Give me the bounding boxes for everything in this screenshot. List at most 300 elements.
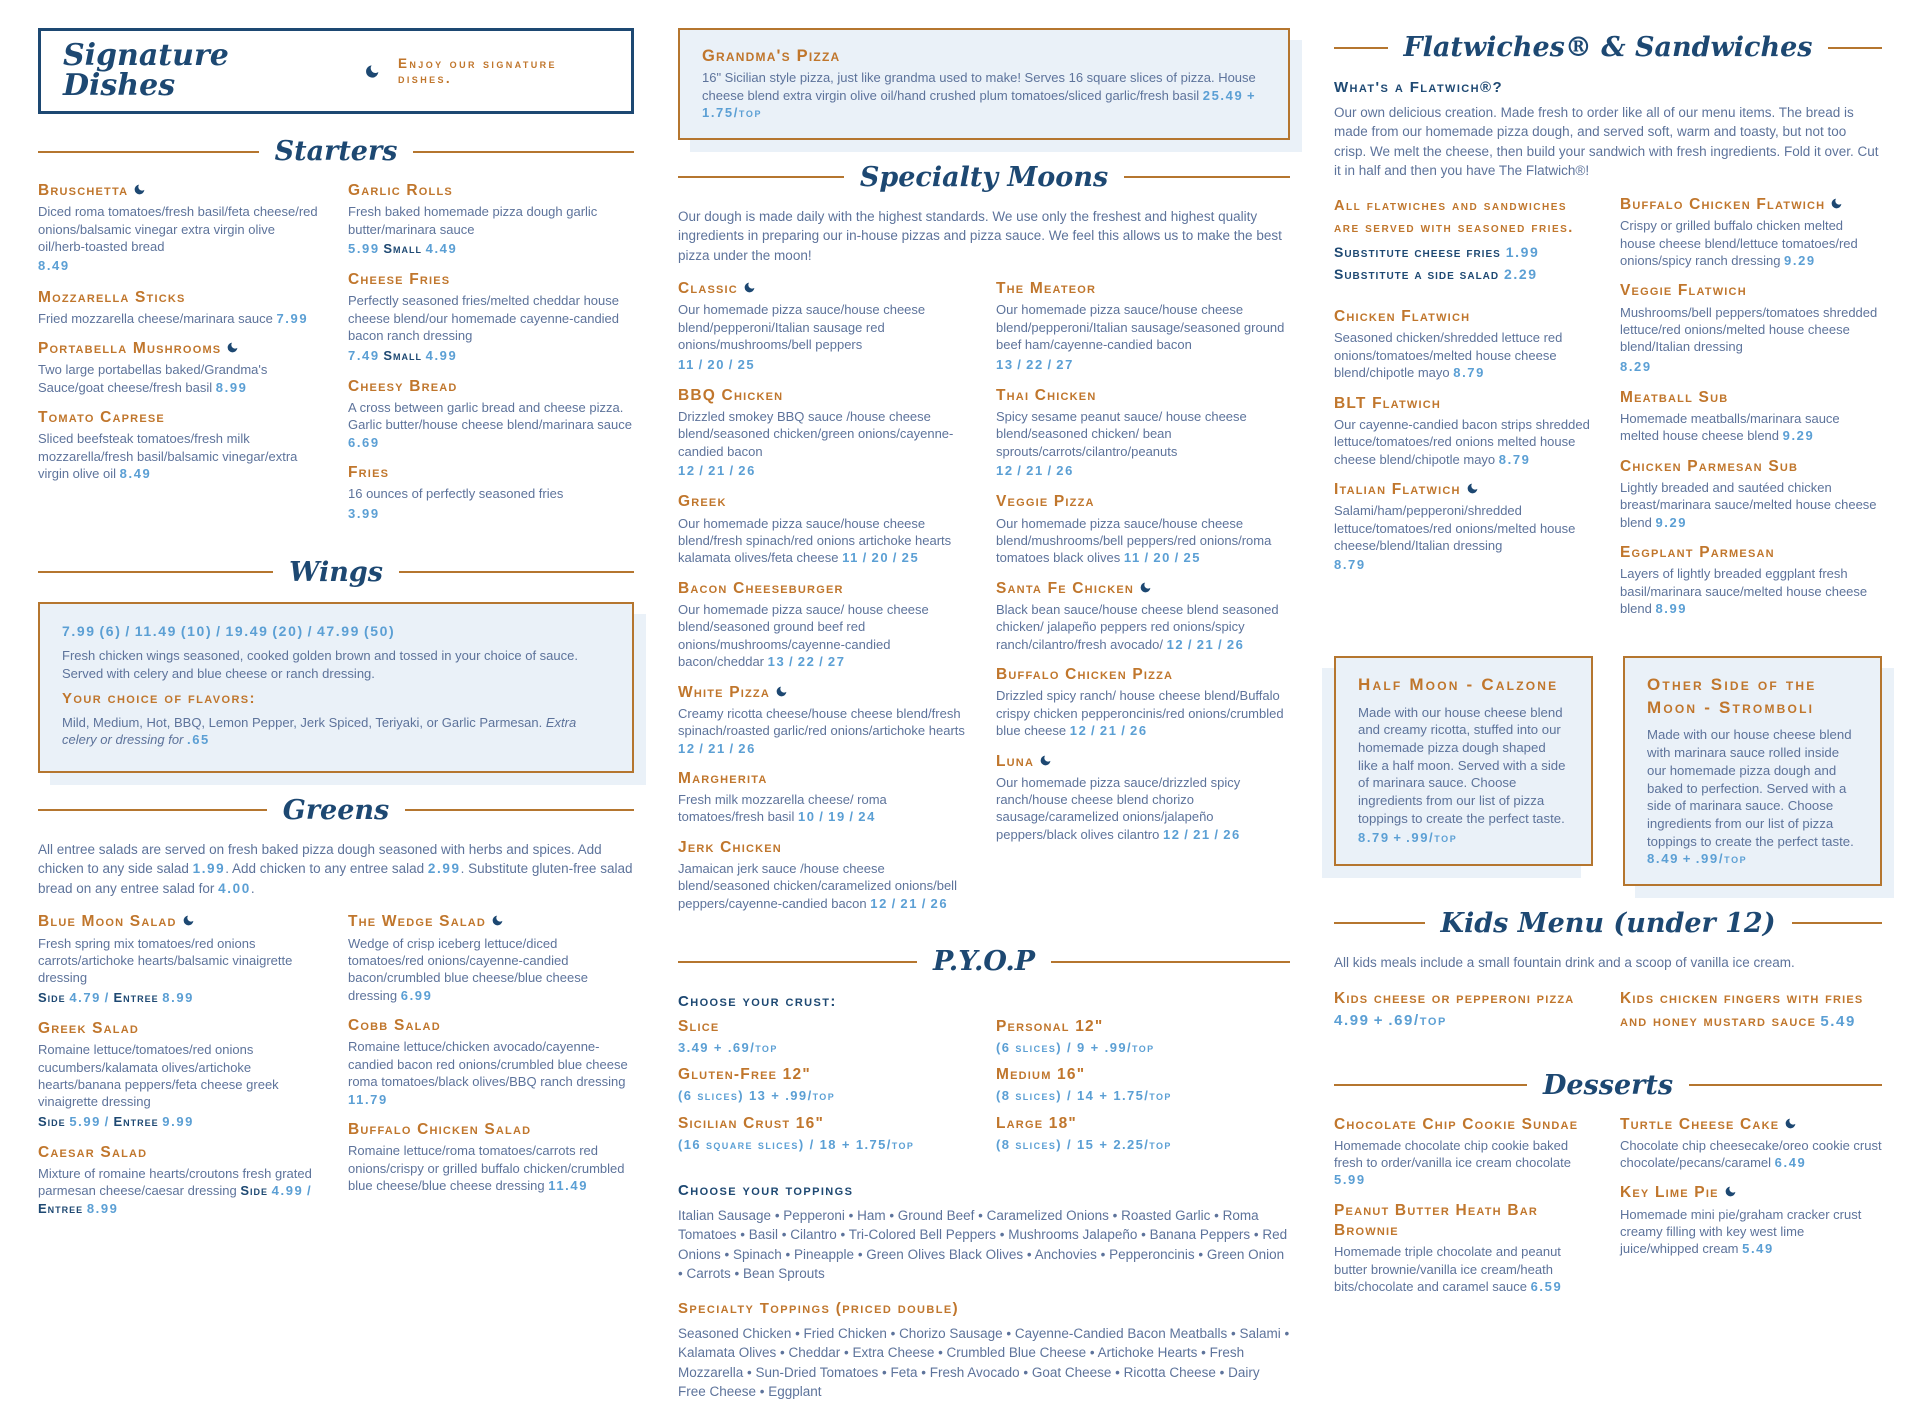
menu-item — [1334, 480, 1596, 575]
menu-item — [678, 683, 972, 757]
menu-item-name — [996, 1017, 1290, 1037]
flatwich-column-a — [1334, 195, 1596, 587]
menu-item-description: 16" Sicilian style pizza, just like grandma used to make! Serves 16 square slices of pizza. House cheese blend extra virgin olive oil/hand crushed plum tomatoes/sliced garlic/fresh basil 25.49 + 1.75/top — [702, 70, 1257, 121]
menu-item — [38, 339, 324, 396]
pyop-crust-columns — [678, 1017, 1290, 1162]
section-title: Specialty Moons — [859, 161, 1109, 193]
specialty-column-b — [996, 279, 1290, 855]
section-header-pyop — [678, 946, 1290, 978]
menu-item-description: Layers of lightly breaded eggplant fresh basil/marinara sauce/melted house cheese blend 8.99 — [1620, 566, 1868, 617]
right-column — [1334, 28, 1882, 1416]
item-price: (8 slices) / 15 + 2.25/top — [996, 1136, 1172, 1152]
menu-item-name — [996, 579, 1290, 599]
menu-item-name — [678, 492, 972, 512]
crescent-moon-icon — [364, 63, 380, 80]
menu-item-title: Cheese Fries — [348, 271, 451, 289]
menu-item-title: Jerk Chicken — [678, 838, 782, 856]
crescent-moon-icon — [133, 183, 146, 196]
menu-item-title: Caesar Salad — [38, 1143, 148, 1161]
menu-item-name — [678, 1017, 972, 1037]
menu-item — [996, 386, 1290, 481]
crescent-moon-icon — [775, 685, 788, 698]
menu-item-title: Personal 12" — [996, 1017, 1104, 1035]
stromboli-title: Other Side of the Moon - Stromboli — [1647, 674, 1817, 717]
menu-item-title: Gluten-Free 12" — [678, 1066, 811, 1084]
section-title: Kids Menu (under 12) — [1440, 907, 1776, 939]
menu-item-description: Seasoned chicken/shredded lettuce red onions/tomatoes/melted house cheese blend/chipotle mayo 8.79 — [1334, 330, 1563, 381]
kids-menu-items — [1334, 987, 1882, 1048]
item-price: (6 slices) / 9 + .99/top — [996, 1040, 1155, 1056]
stromboli-description: Made with our house cheese blend with marinara sauce rolled inside our homemade pizza dough and baked to perfection. Served with a side of marinara sauce. Choose ingredients from our list of pizza toppings to create the perfect taste. 8.49 + .99/top — [1647, 727, 1854, 867]
menu-item-title: Bacon Cheeseburger — [678, 579, 844, 597]
menu-item-title: Medium 16" — [996, 1066, 1086, 1084]
menu-item-name — [38, 1019, 324, 1039]
menu-item-title: Santa Fe Chicken — [996, 579, 1135, 597]
menu-item-description: Homemade chocolate chip cookie baked fresh to order/vanilla ice cream chocolate 5.99 — [1334, 1137, 1572, 1188]
divider-line — [38, 151, 259, 153]
section-header-flatwiches — [1334, 34, 1882, 61]
menu-item — [1620, 457, 1882, 531]
menu-item-title: Meatball Sub — [1620, 388, 1729, 406]
menu-item-description: Homemade triple chocolate and peanut butter brownie/vanilla ice cream/heath bits/chocolate and caramel sauce 6.59 — [1334, 1244, 1563, 1294]
menu-item-title: Cobb Salad — [348, 1017, 441, 1035]
menu-item-title: Fries — [348, 464, 390, 482]
menu-item-title: Mozzarella Sticks — [38, 288, 186, 306]
menu-item — [996, 492, 1290, 566]
menu-item — [996, 1114, 1290, 1154]
menu-item-title: Kids cheese or pepperoni pizza — [1334, 989, 1575, 1007]
menu-item — [38, 912, 324, 1007]
menu-item-title: Buffalo Chicken Pizza — [996, 666, 1174, 684]
menu-item-title: Veggie Pizza — [996, 493, 1095, 511]
divider-line — [413, 151, 634, 153]
menu-item-description: Our homemade pizza sauce/drizzled spicy ranch/house cheese blend chorizo sausage/caramelized onions/jalapeño peppers/black olives cilantro 12 / 21 / 26 — [996, 774, 1241, 842]
menu-item — [678, 769, 972, 826]
menu-item-title: Eggplant Parmesan — [1620, 544, 1775, 562]
pyop-toppings-list: Italian Sausage • Pepperoni • Ham • Ground Beef • Caramelized Onions • Roasted Garlic • Roma Tomatoes • Basil • Cilantro • Tri-Colored Bell Peppers • Mushrooms Jalapeño • Banana Peppers • Red Onions • Spinach • Pineapple • Green Olives Black Olives • Anchovies • Pepperoncinis • Green Onion • Carrots • Bean Sprouts — [678, 1207, 1288, 1282]
menu-item-description: Drizzled smokey BBQ sauce /house cheese blend/seasoned chicken/green onions/cayenne-candied bacon — [678, 409, 954, 459]
signature-tagline: Enjoy our signature dishes. — [398, 56, 557, 86]
pyop-specialty-toppings-label: Specialty Toppings (priced double) — [678, 1299, 959, 1317]
menu-item-description: Crispy or grilled buffalo chicken melted house cheese blend/lettuce tomatoes/red onions/spicy ranch dressing 9.29 — [1620, 218, 1858, 268]
flatwich-items-a — [1334, 307, 1596, 574]
menu-item-title: Large 18" — [996, 1114, 1077, 1132]
menu-item-title: BLT Flatwich — [1334, 394, 1442, 412]
menu-item-title: Buffalo Chicken Flatwich — [1620, 196, 1826, 213]
menu-item — [1620, 388, 1882, 445]
specialty-columns — [678, 279, 1290, 924]
menu-item-title: Chocolate Chip Cookie Sundae — [1334, 1115, 1579, 1133]
menu-item-name — [678, 838, 972, 858]
item-price: 13 / 22 / 27 — [996, 356, 1074, 372]
calzone-price: 8.79 + .99/top — [1358, 830, 1458, 846]
left-column — [38, 28, 634, 1416]
menu-item-description: A cross between garlic bread and cheese pizza. Garlic butter/house cheese blend/marinara sauce 6.69 — [348, 399, 632, 450]
menu-item-description: Two large portabellas baked/Grandma's Sauce/goat cheese/fresh basil 8.99 — [38, 362, 268, 395]
half-moon-calzone-box — [1334, 656, 1593, 866]
wings-flavors: Mild, Medium, Hot, BBQ, Lemon Pepper, Jerk Spiced, Teriyaki, or Garlic Parmesan. Extra celery or dressing for .65 — [62, 714, 577, 748]
menu-item-title: Classic — [678, 280, 738, 298]
menu-item-name — [1334, 307, 1596, 327]
divider-line — [1792, 922, 1883, 924]
menu-item-description: Homemade mini pie/graham cracker crust creamy filling with key west lime juice/whipped cream 5.49 — [1620, 1206, 1862, 1257]
menu-item — [678, 1017, 972, 1057]
greens-column-a — [38, 912, 324, 1229]
menu-item — [348, 463, 634, 523]
menu-item — [678, 579, 972, 671]
menu-item-description: Creamy ricotta cheese/house cheese blend/fresh spinach/roasted garlic/red onions/artichoke hearts 12 / 21 / 26 — [678, 705, 965, 756]
menu-item — [1334, 1201, 1596, 1296]
item-price: 3.99 — [348, 505, 380, 521]
menu-item — [996, 279, 1290, 374]
divider-line — [38, 809, 267, 811]
divider-line — [1689, 1084, 1882, 1086]
menu-item-name — [996, 386, 1290, 406]
menu-item-title: The Wedge Salad — [348, 913, 487, 931]
menu-item-title: Chicken Flatwich — [1334, 308, 1471, 326]
menu-item-title: Garlic Rolls — [348, 182, 453, 199]
signature-dishes-banner — [38, 28, 634, 114]
menu-item — [1620, 1183, 1882, 1257]
divider-line — [1828, 47, 1882, 49]
menu-item — [996, 579, 1290, 653]
menu-item-title: Kids chicken fingers with fries and honey mustard sauce — [1620, 989, 1864, 1031]
menu-item-name — [1620, 1115, 1882, 1135]
menu-item-name — [348, 1016, 634, 1036]
menu-item-title: Cheesy Bread — [348, 377, 458, 395]
divider-line — [678, 176, 844, 178]
menu-item-name — [996, 665, 1290, 685]
flatwich-columns — [1334, 195, 1882, 630]
menu-item-title: Luna — [996, 752, 1035, 770]
item-price: 8.49 — [38, 258, 70, 274]
desserts-column-b — [1620, 1115, 1882, 1270]
divider-line — [678, 961, 917, 963]
menu-item-title: Italian Flatwich — [1334, 481, 1461, 499]
menu-item — [38, 1019, 324, 1131]
menu-item-description: Drizzled spicy ranch/ house cheese blend/Buffalo crispy chicken pepperoncinis/red onions/crumbled blue cheese 12 / 21 / 26 — [996, 688, 1284, 739]
starters-column-a — [38, 181, 324, 494]
calzone-stromboli-row — [1334, 656, 1882, 886]
menu-item — [1620, 195, 1882, 269]
item-price: (6 slices) 13 + .99/top — [678, 1088, 836, 1104]
menu-item-description: Fresh milk mozzarella cheese/ roma tomatoes/fresh basil 10 / 19 / 24 — [678, 792, 887, 825]
menu-item-title: Buffalo Chicken Salad — [348, 1120, 532, 1138]
menu-item-name — [38, 181, 324, 201]
menu-item-description: Fresh baked homemade pizza dough garlic butter/marinara sauce — [348, 204, 598, 237]
menu-item-title: Greek Salad — [38, 1019, 140, 1037]
menu-item-title: Veggie Flatwich — [1620, 282, 1747, 300]
menu-item — [996, 1017, 1290, 1057]
menu-item-title: The Meateor — [996, 280, 1097, 298]
item-price: (8 slices) / 14 + 1.75/top — [996, 1088, 1172, 1104]
menu-item-name — [1334, 1115, 1596, 1135]
menu-item — [38, 288, 324, 328]
menu-item-title: Peanut Butter Heath Bar Brownie — [1334, 1201, 1539, 1240]
menu-item-description: Mushrooms/bell peppers/tomatoes shredded lettuce/red onions/melted house cheese blend/Italian dressing — [1620, 304, 1878, 355]
menu-item — [678, 492, 972, 566]
menu-item-name — [348, 1120, 634, 1140]
menu-item-name — [38, 339, 324, 359]
flatwich-column-b — [1620, 195, 1882, 630]
menu-item-name — [678, 769, 972, 789]
menu-item-description: Our homemade pizza sauce/house cheese blend/pepperoni/Italian sausage/seasoned ground beef ham/cayenne-candied bacon — [996, 302, 1285, 353]
menu-item-name: Kids cheese or pepperoni pizza 4.99 + .69/top — [1334, 989, 1575, 1030]
section-header-greens — [38, 794, 634, 826]
section-header-specialty-moons — [678, 161, 1290, 193]
menu-item-title: Portabella Mushrooms — [38, 340, 222, 358]
menu-item — [678, 838, 972, 912]
section-header-starters — [38, 138, 634, 165]
menu-item-description: Sliced beefsteak tomatoes/fresh milk mozzarella/fresh basil/balsamic vinegar/extra virgin olive oil 8.49 — [38, 431, 298, 481]
wings-description: Fresh chicken wings seasoned, cooked golden brown and tossed in your choice of sauce. Served with celery and blue cheese or ranch dressing. — [62, 648, 578, 681]
menu-item-name — [996, 752, 1290, 772]
menu-item-title: Sicilian Crust 16" — [678, 1114, 824, 1132]
section-title: P.Y.O.P — [932, 946, 1036, 978]
menu-item-name — [1334, 1201, 1596, 1241]
divider-line — [405, 809, 634, 811]
menu-item-description: Romaine lettuce/roma tomatoes/carrots red onions/crispy or grilled buffalo chicken/crumbled blue cheese/blue cheese dressing 11.49 — [348, 1143, 625, 1193]
menu-item — [1334, 987, 1596, 1035]
menu-item-name — [678, 1114, 972, 1134]
whats-a-flatwich-label: What's a Flatwich®? — [1334, 79, 1504, 96]
item-price: Side 4.79 / Entree 8.99 — [38, 989, 194, 1005]
section-header-desserts — [1334, 1069, 1882, 1101]
wings-prices: 7.99 (6) / 11.49 (10) / 19.49 (20) / 47.99 (50) — [62, 622, 396, 639]
menu-item-name — [996, 1114, 1290, 1134]
menu-item-name — [1620, 195, 1882, 215]
menu-item — [348, 1016, 634, 1108]
divider-line — [1334, 1084, 1527, 1086]
menu-item — [348, 377, 634, 451]
menu-item-description: Wedge of crisp iceberg lettuce/diced tomatoes/red onions/cayenne-candied bacon/crumbled blue cheese/blue cheese dressing 6.99 — [348, 935, 588, 1003]
item-price: 12 / 21 / 26 — [996, 463, 1074, 479]
menu-item-description: Black bean sauce/house cheese blend seasoned chicken/ jalapeño peppers red onions/spicy ranch/cilantro/fresh avocado/ 12 / 21 / 26 — [996, 601, 1279, 652]
menu-item-name — [1620, 1183, 1882, 1203]
menu-item-name — [38, 1143, 324, 1163]
menu-item-name — [1620, 543, 1882, 563]
menu-item — [38, 408, 324, 482]
menu-item-name — [996, 1065, 1290, 1085]
menu-item-name — [678, 579, 972, 599]
crescent-moon-icon — [491, 914, 504, 927]
menu-item-title: White Pizza — [678, 683, 770, 701]
menu-item-name — [1334, 394, 1596, 414]
greens-intro: All entree salads are served on fresh baked pizza dough seasoned with herbs and spices. Add chicken to any side salad 1.99. Add chicken to any entree salad 2.99. Substitute gluten-free salad bread on any entree salad for 4.00. — [38, 841, 633, 896]
menu-item-name — [1620, 281, 1882, 301]
specialty-moons-intro: Our dough is made daily with the highest standards. We use only the freshest and highest quality ingredients in preparing our in-house pizzas and pizza sauce. We feel this allows us to make the best pizza under the moon! — [678, 208, 1282, 263]
menu-item-description: Romaine lettuce/tomatoes/red onions cucumbers/kalamata olives/artichoke hearts/banana peppers/feta cheese greek vinaigrette dressing — [38, 1042, 279, 1110]
whats-a-flatwich-body: Our own delicious creation. Made fresh to order like all of our menu items. The bread is made from our homemade pizza dough, and served soft, warm and toasty, but not too crisp. We melt the cheese, then build your sandwich with fresh ingredients. Fold it over. Cut it in half and then you have The Flatwich®! — [1334, 104, 1879, 179]
section-title: Desserts — [1542, 1069, 1674, 1101]
menu-item-description: Salami/ham/pepperoni/shredded lettuce/tomatoes/red onions/melted house cheese/blend/Italian dressing — [1334, 503, 1576, 553]
menu-item-description: Fresh spring mix tomatoes/red onions carrots/artichoke hearts/balsamic vinaigrette dressing — [38, 935, 293, 986]
menu-item-title: Tomato Caprese — [38, 409, 165, 427]
menu-item — [678, 386, 972, 481]
menu-item-description: Our cayenne-candied bacon strips shredded lettuce/tomatoes/red onions melted house cheese blend/chipotle mayo 8.79 — [1334, 416, 1590, 467]
menu-page — [38, 28, 1882, 1416]
menu-item-description: Our homemade pizza sauce/house cheese blend/pepperoni/Italian sausage red onions/mushrooms/bell peppers — [678, 302, 926, 353]
menu-item-description: Spicy sesame peanut sauce/ house cheese blend/seasoned chicken/ bean sprouts/carrots/cilantro/peanuts — [996, 409, 1247, 459]
menu-item-title: Key Lime Pie — [1620, 1184, 1719, 1202]
crescent-moon-icon — [182, 914, 195, 927]
substitute-cheese-fries: Substitute cheese fries 1.99 — [1334, 243, 1540, 260]
menu-item — [1334, 394, 1596, 468]
crescent-moon-icon — [1784, 1117, 1797, 1130]
menu-item-name — [702, 46, 1266, 67]
divider-line — [38, 571, 273, 573]
menu-item-name — [1620, 457, 1882, 477]
menu-item-description: Romaine lettuce/chicken avocado/cayenne-candied bacon red onions/crumbled blue cheese roma tomatoes/black olives/BBQ ranch dressing 11.79 — [348, 1039, 628, 1107]
divider-line — [1051, 961, 1290, 963]
divider-line — [1334, 922, 1425, 924]
menu-item-name — [996, 492, 1290, 512]
menu-item-description: Chocolate chip cheesecake/oreo cookie crust chocolate/pecans/caramel 6.49 — [1620, 1137, 1882, 1171]
crescent-moon-icon — [1830, 197, 1843, 210]
menu-item-title: Greek — [678, 493, 727, 511]
menu-item-title: Blue Moon Salad — [38, 913, 177, 931]
menu-item-title: BBQ Chicken — [678, 386, 784, 404]
menu-item — [348, 181, 634, 258]
menu-item-title: Grandma's Pizza — [702, 47, 841, 65]
menu-item-name: Kids chicken fingers with fries and honey mustard sauce 5.49 — [1620, 989, 1864, 1031]
crescent-moon-icon — [1724, 1185, 1737, 1198]
section-title: Wings — [289, 556, 383, 588]
menu-item — [1620, 987, 1882, 1036]
menu-item-description: Jamaican jerk sauce /house cheese blend/seasoned chicken/caramelized onions/bell peppers/cayenne-candied bacon 12 / 21 / 26 — [678, 861, 957, 911]
menu-item-description: Our homemade pizza sauce/house cheese blend/mushrooms/bell peppers/red onions/roma tomatoes black olives 11 / 20 / 25 — [996, 515, 1272, 566]
pyop-crusts-a — [678, 1017, 972, 1162]
greens-columns — [38, 912, 634, 1229]
grandmas-pizza-box — [678, 28, 1290, 140]
item-price: 7.49 Small 4.99 — [348, 347, 458, 363]
menu-item — [996, 752, 1290, 844]
menu-item — [348, 270, 634, 365]
menu-item-description: Homemade meatballs/marinara sauce melted house cheese blend 9.29 — [1620, 411, 1840, 444]
starters-column-b — [348, 181, 634, 535]
menu-item-name — [678, 279, 972, 299]
menu-item — [348, 1120, 634, 1194]
wings-box — [38, 602, 634, 773]
menu-item-name — [38, 408, 324, 428]
menu-item-name — [1620, 388, 1882, 408]
crescent-moon-icon — [226, 341, 239, 354]
menu-item-name — [38, 912, 324, 932]
crescent-moon-icon — [1466, 482, 1479, 495]
divider-line — [1334, 47, 1388, 49]
pyop-crusts-b — [996, 1017, 1290, 1162]
item-price: 12 / 21 / 26 — [678, 463, 756, 479]
section-header-wings — [38, 556, 634, 588]
menu-item — [996, 1065, 1290, 1105]
menu-item — [38, 181, 324, 276]
menu-item-description: Our homemade pizza sauce/house cheese blend/fresh spinach/red onions artichoke hearts kalamata olives/feta cheese 11 / 20 / 25 — [678, 515, 952, 566]
pyop-specialty-toppings-list: Seasoned Chicken • Fried Chicken • Chorizo Sausage • Cayenne-Candied Bacon Meatballs • Salami • Kalamata Olives • Cheddar • Extra Cheese • Crumbled Blue Cheese • Artichoke Hearts • Fresh Mozzarella • Sun-Dried Tomatoes • Feta • Fresh Avocado • Goat Cheese • Ricotta Cheese • Dairy Free Cheese • Eggplant — [678, 1325, 1290, 1400]
menu-item-title: Slice — [678, 1017, 720, 1035]
specialty-column-a — [678, 279, 972, 924]
section-header-kids-menu — [1334, 907, 1882, 939]
menu-item — [678, 1114, 972, 1154]
starters-columns — [38, 181, 634, 535]
stromboli-box — [1623, 656, 1882, 886]
menu-item-name — [38, 288, 324, 308]
kids-menu-intro: All kids meals include a small fountain drink and a scoop of vanilla ice cream. — [1334, 954, 1795, 970]
greens-column-b — [348, 912, 634, 1206]
menu-item — [38, 1143, 324, 1217]
menu-item-title: Thai Chicken — [996, 386, 1097, 404]
menu-item-name — [678, 1065, 972, 1085]
item-price: 5.99 Small 4.49 — [348, 240, 458, 256]
menu-item-title: Margherita — [678, 769, 768, 787]
section-title: Greens — [282, 794, 390, 826]
item-price: 11 / 20 / 25 — [678, 356, 756, 372]
menu-item — [1334, 1115, 1596, 1189]
menu-item-name — [348, 463, 634, 483]
menu-item-name — [348, 377, 634, 397]
menu-item — [1620, 543, 1882, 617]
menu-item-name — [348, 181, 634, 201]
menu-item — [996, 665, 1290, 739]
menu-item-description: Diced roma tomatoes/fresh basil/feta cheese/red onions/balsamic vinegar extra virgin olive oil/herb-toasted bread — [38, 204, 318, 254]
desserts-column-a — [1334, 1115, 1596, 1308]
item-price: 3.49 + .69/top — [678, 1040, 778, 1056]
menu-item-name — [678, 683, 972, 703]
desserts-columns — [1334, 1115, 1882, 1308]
menu-item-description: Mixture of romaine hearts/croutons fresh grated parmesan cheese/caesar dressing Side 4.99 / Entree 8.99 — [38, 1166, 313, 1216]
flatwich-fries-note: All flatwiches and sandwiches are served with seasoned fries. — [1334, 198, 1574, 237]
crescent-moon-icon — [743, 281, 756, 294]
menu-item-name — [348, 270, 634, 290]
divider-line — [1124, 176, 1290, 178]
item-price: (16 square slices) / 18 + 1.75/top — [678, 1136, 915, 1152]
item-price: 8.79 — [1334, 557, 1366, 573]
middle-column — [678, 28, 1290, 1416]
menu-item-description: Our homemade pizza sauce/ house cheese blend/seasoned ground beef red onions/mushrooms/cayenne-candied bacon/cheddar 13 / 22 / 27 — [678, 601, 929, 670]
menu-item-title: Turtle Cheese Cake — [1620, 1115, 1780, 1133]
menu-item-title: Bruschetta — [38, 182, 129, 199]
menu-item-description: Perfectly seasoned fries/melted cheddar house cheese blend/our homemade cayenne-candied bacon ranch dressing — [348, 293, 620, 344]
menu-item — [348, 912, 634, 1004]
pyop-toppings-label: Choose your toppings — [678, 1181, 854, 1199]
divider-line — [399, 571, 634, 573]
section-title: Starters — [274, 136, 398, 167]
menu-item — [1620, 1115, 1882, 1172]
pyop-crust-label: Choose your crust: — [678, 993, 837, 1011]
section-title: Flatwiches® & Sandwiches — [1403, 32, 1813, 63]
wings-flavors-label: Your choice of flavors: — [62, 690, 256, 708]
substitute-side-salad: Substitute a side salad 2.29 — [1334, 265, 1538, 282]
menu-item-description: Lightly breaded and sautéed chicken breast/marinara sauce/melted house cheese blend 9.29 — [1620, 480, 1877, 530]
menu-item — [678, 1065, 972, 1105]
item-price: 8.29 — [1620, 358, 1652, 374]
menu-item — [678, 279, 972, 374]
menu-item — [1334, 307, 1596, 381]
menu-item-name — [348, 912, 634, 932]
menu-item-description: 16 ounces of perfectly seasoned fries — [348, 486, 564, 502]
menu-item-description: Fried mozzarella cheese/marinara sauce 7.99 — [38, 310, 309, 326]
menu-item-title: Chicken Parmesan Sub — [1620, 457, 1799, 475]
crescent-moon-icon — [1039, 754, 1052, 767]
menu-item-name — [996, 279, 1290, 299]
menu-item-name — [678, 386, 972, 406]
crescent-moon-icon — [1139, 581, 1152, 594]
calzone-description: Made with our house cheese blend and creamy ricotta, stuffed into our homemade pizza dough shaped like a half moon. Served with a side of marinara sauce. Choose ingredients from our list of pizza toppings to create the perfect taste. — [1358, 704, 1566, 826]
menu-item — [1620, 281, 1882, 376]
calzone-title: Half Moon - Calzone — [1358, 674, 1559, 694]
menu-item-name — [1334, 480, 1596, 500]
signature-dishes-title: Signature Dishes — [63, 38, 229, 103]
item-price: Side 5.99 / Entree 9.99 — [38, 1113, 194, 1129]
